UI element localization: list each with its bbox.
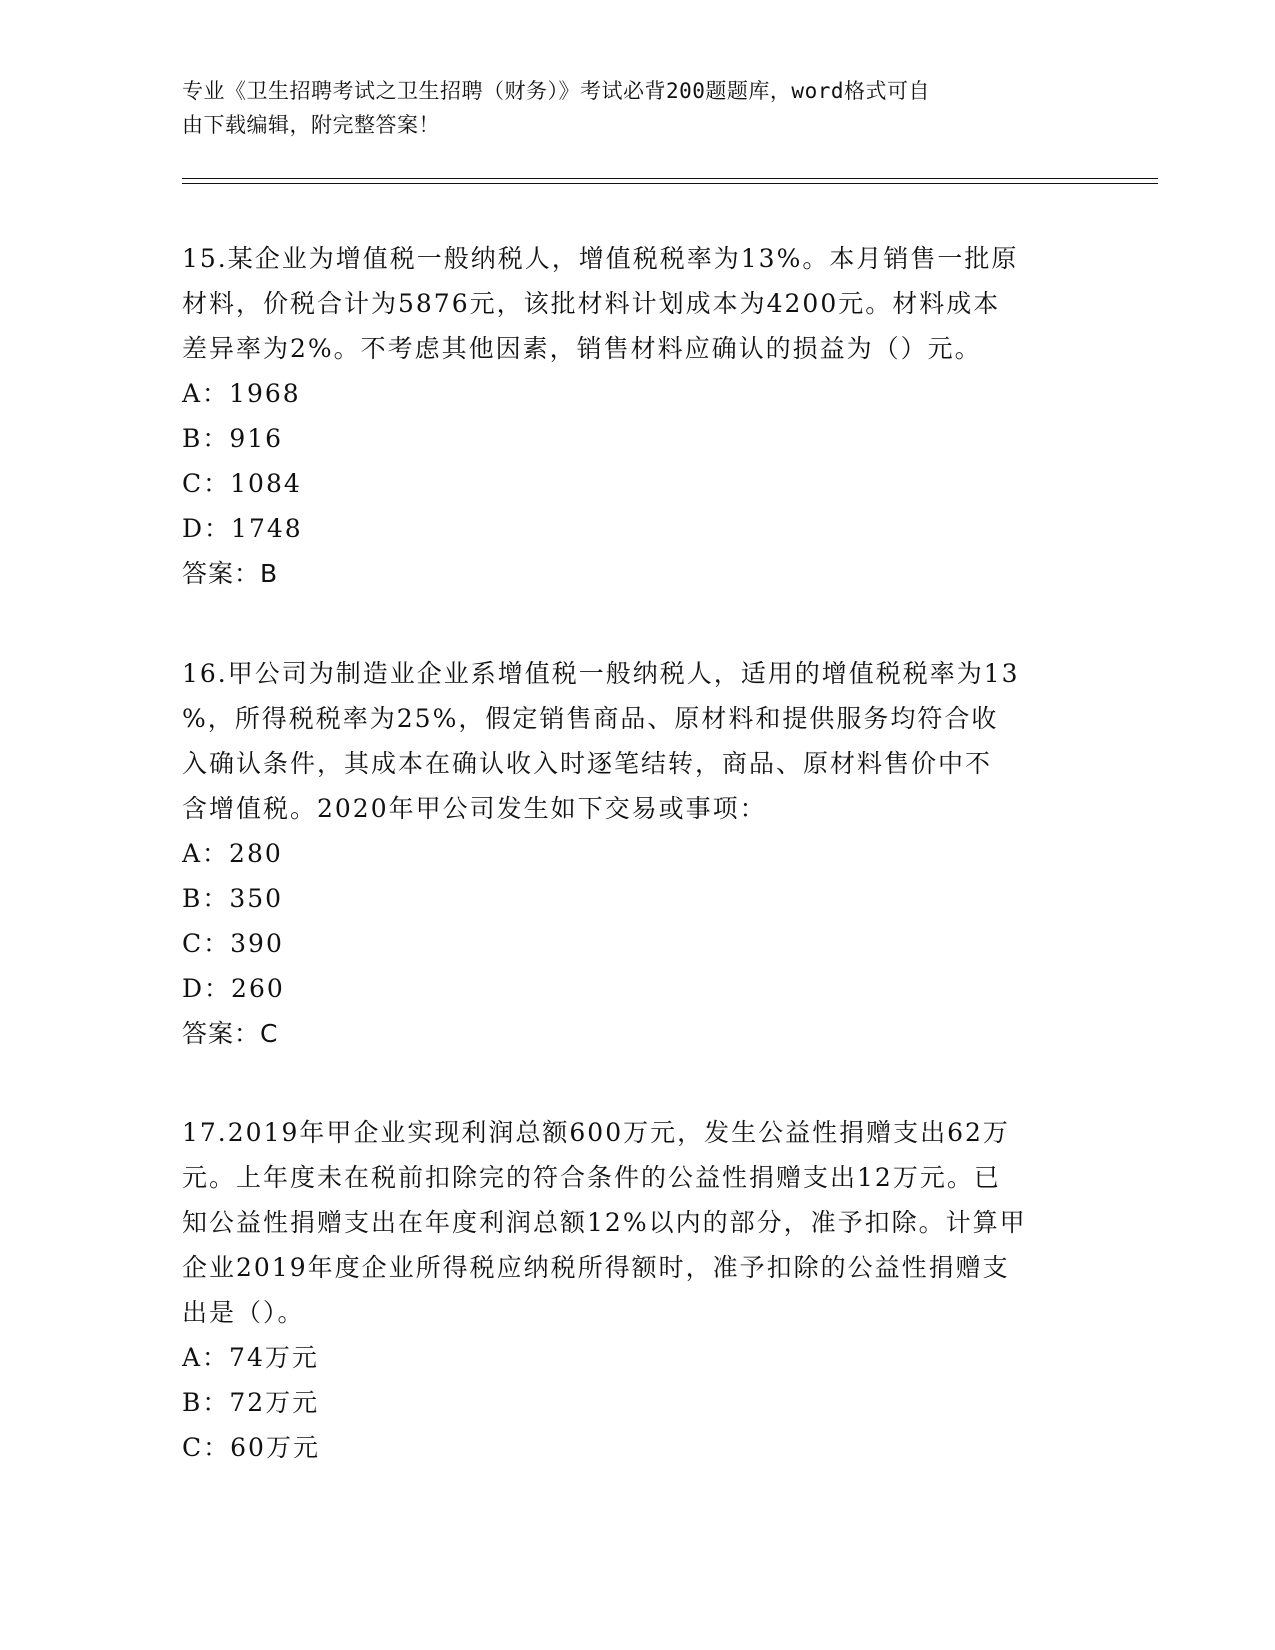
question-stem-line: 差异率为2%。不考虑其他因素，销售材料应确认的损益为（）元。 xyxy=(182,334,982,363)
option-b: B：72万元 xyxy=(182,1388,320,1417)
question-stem-line: %，所得税税率为25%，假定销售商品、原材料和提供服务均符合收 xyxy=(182,704,999,733)
question-block xyxy=(182,651,1082,1056)
option-c: C：60万元 xyxy=(182,1433,320,1462)
question-stem-line: 15.某企业为增值税一般纳税人，增值税税率为13%。本月销售一批原 xyxy=(182,244,1019,273)
answer-line: 答案：B xyxy=(182,559,279,588)
question-stem-line: 知公益性捐赠支出在年度利润总额12%以内的部分，准予扣除。计算甲 xyxy=(182,1208,1027,1237)
header-divider xyxy=(182,183,1158,184)
option-b: B：350 xyxy=(182,884,284,913)
question-stem-line: 含增值税。2020年甲公司发生如下交易或事项： xyxy=(182,794,767,823)
question-block xyxy=(182,236,1082,596)
document-header xyxy=(182,74,1062,142)
option-d: D：1748 xyxy=(182,514,303,543)
option-a: A：74万元 xyxy=(182,1343,319,1372)
option-c: C：390 xyxy=(182,929,284,958)
question-stem-line: 企业2019年度企业所得税应纳税所得额时，准予扣除的公益性捐赠支 xyxy=(182,1253,1010,1282)
option-a: A：280 xyxy=(182,839,283,868)
question-stem-line: 材料，价税合计为5876元，该批材料计划成本为4200元。材料成本 xyxy=(182,289,1001,318)
header-line: 专业《卫生招聘考试之卫生招聘（财务）》考试必背200题题库，word格式可自 xyxy=(182,79,930,103)
answer-line: 答案：C xyxy=(182,1019,279,1048)
question-stem-line: 17.2019年甲企业实现利润总额600万元，发生公益性捐赠支出62万 xyxy=(182,1118,1010,1147)
header-line: 由下载编辑，附完整答案！ xyxy=(182,113,440,137)
header-divider xyxy=(182,178,1158,179)
question-stem-line: 元。上年度未在税前扣除完的符合条件的公益性捐赠支出12万元。已 xyxy=(182,1163,1001,1192)
question-block xyxy=(182,1110,1082,1470)
question-stem-line: 入确认条件，其成本在确认收入时逐笔结转，商品、原材料售价中不 xyxy=(182,749,993,778)
option-c: C：1084 xyxy=(182,469,302,498)
option-b: B：916 xyxy=(182,424,284,453)
option-d: D：260 xyxy=(182,974,285,1003)
question-stem-line: 出是（）。 xyxy=(182,1298,305,1327)
option-a: A：1968 xyxy=(182,379,301,408)
question-stem-line: 16.甲公司为制造业企业系增值税一般纳税人，适用的增值税税率为13 xyxy=(182,659,1020,688)
